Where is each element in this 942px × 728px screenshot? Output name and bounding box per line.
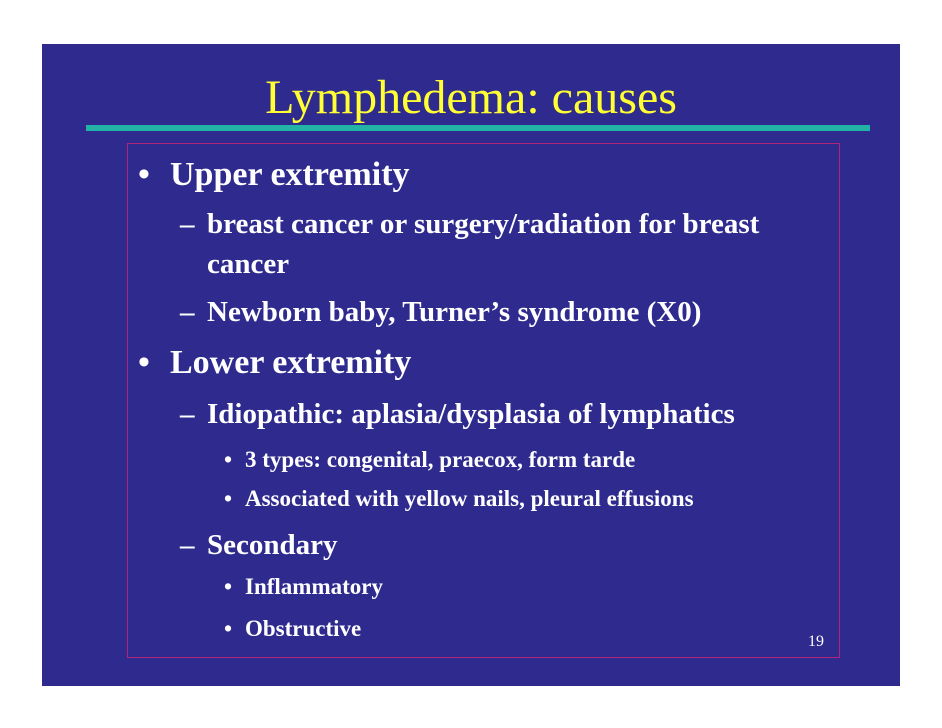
sub-sub-item-obstructive: Obstructive	[245, 616, 362, 641]
bullet-icon: •	[224, 486, 233, 511]
slide-title: Lymphedema: causes	[265, 71, 677, 124]
sub-item-secondary: Secondary	[207, 529, 338, 561]
sub-sub-item-types: 3 types: congenital, praecox, form tarde	[245, 447, 636, 472]
bullet-icon: •	[224, 616, 233, 641]
sub-item-newborn: Newborn baby, Turner’s syndrome (X0)	[207, 296, 702, 328]
sub-item-breast-cancer: breast cancer or surgery/radiation for breast	[207, 208, 760, 240]
bullet-icon: •	[224, 574, 233, 599]
dash-icon: –	[180, 296, 195, 328]
sub-sub-item-inflammatory: Inflammatory	[245, 574, 383, 599]
dash-icon: –	[180, 398, 195, 430]
bullet-icon: •	[138, 344, 150, 381]
bullet-lower-extremity: Lower extremity	[170, 344, 412, 381]
page-number: 19	[808, 633, 824, 650]
title-underline	[86, 125, 870, 131]
bullet-icon: •	[224, 447, 233, 472]
dash-icon: –	[180, 529, 195, 561]
bullet-upper-extremity: Upper extremity	[170, 156, 410, 193]
sub-item-idiopathic: Idiopathic: aplasia/dysplasia of lymphatics	[207, 398, 735, 430]
sub-sub-item-associated: Associated with yellow nails, pleural effusions	[245, 486, 694, 511]
sub-item-breast-cancer-cont: cancer	[207, 248, 290, 280]
dash-icon: –	[180, 208, 195, 240]
bullet-icon: •	[138, 156, 150, 193]
